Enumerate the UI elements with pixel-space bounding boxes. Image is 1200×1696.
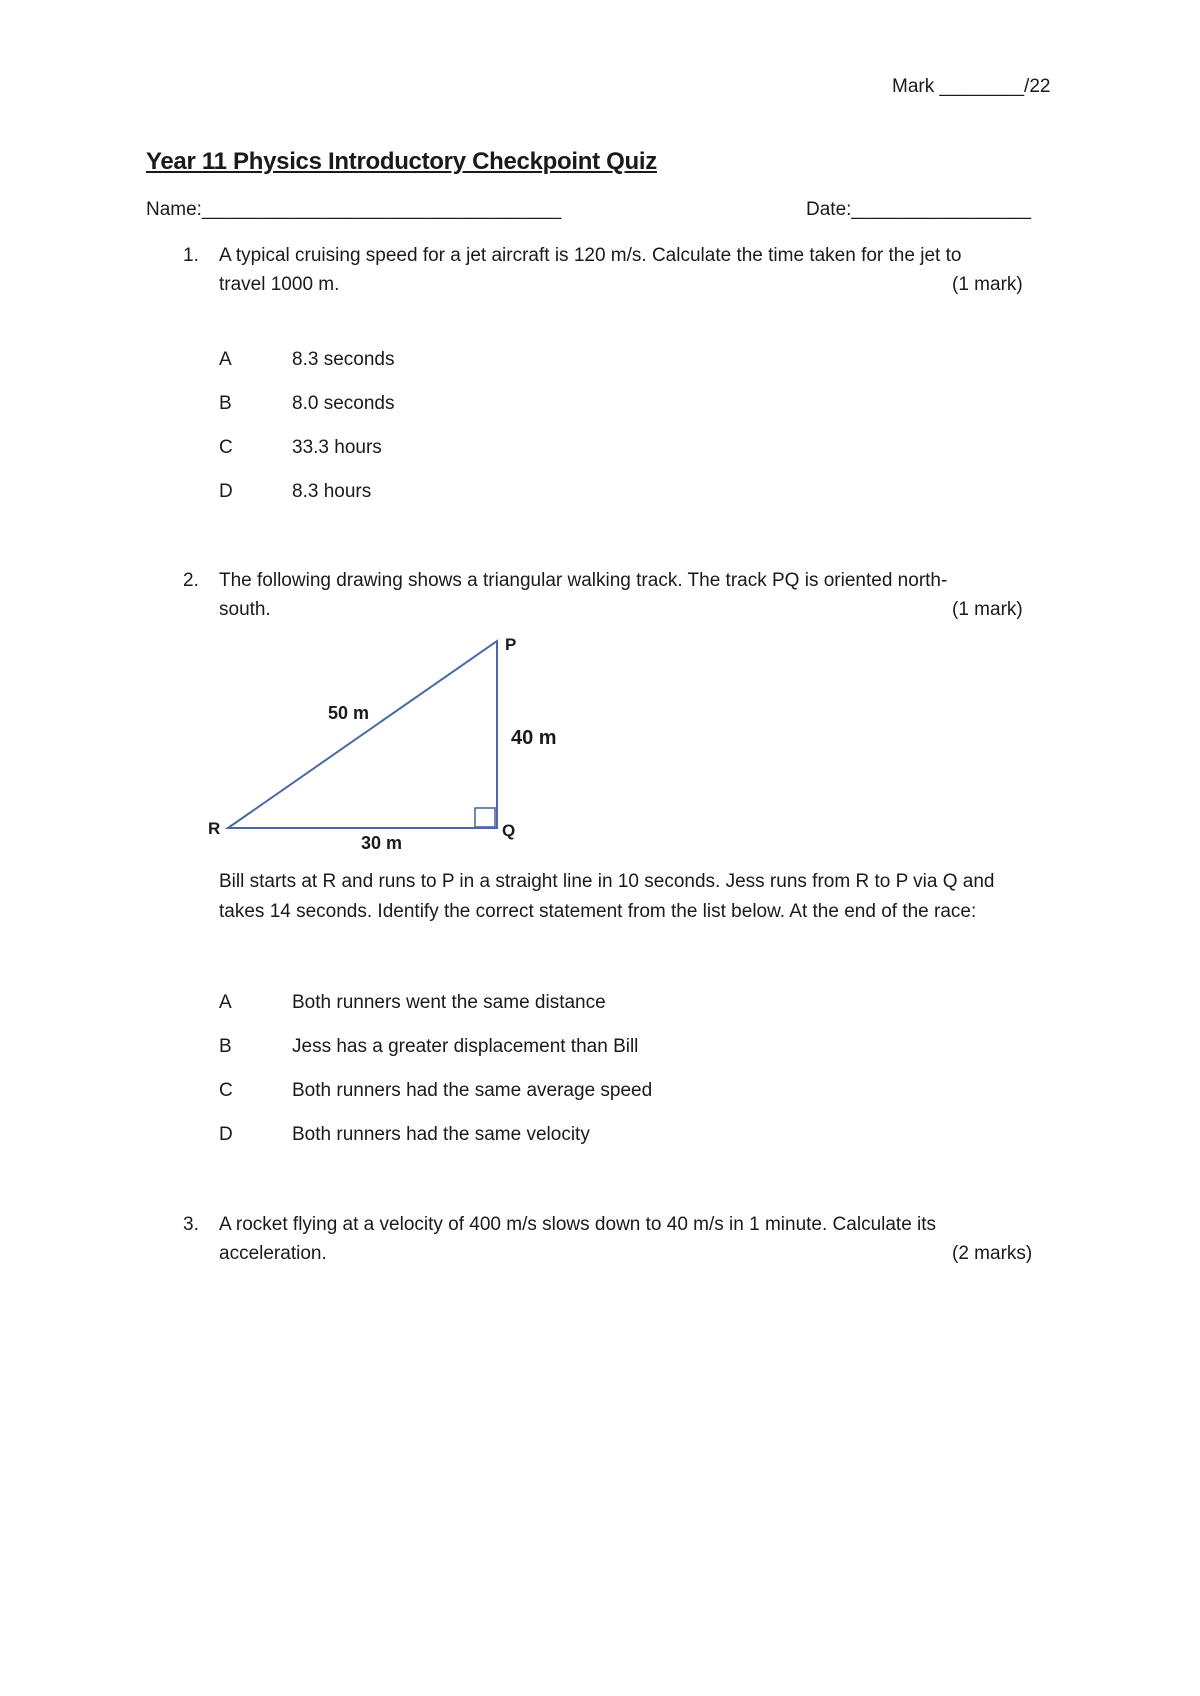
date-field[interactable]: Date:_________________ <box>806 199 1032 220</box>
mark-total: Mark ________/22 <box>892 76 1051 97</box>
question-text: The following drawing shows a triangular walking track. The track PQ is oriented north- <box>219 570 948 591</box>
name-field[interactable]: Name:__________________________________ <box>146 199 562 220</box>
marks-label: (1 mark) <box>952 599 1023 620</box>
option-letter: B <box>219 393 232 414</box>
triangle-diagram <box>200 630 580 860</box>
option-text: 8.0 seconds <box>292 393 395 414</box>
question-body: Bill starts at R and runs to P in a straight line in 10 seconds. Jess runs from R to P via Q and <box>219 871 995 892</box>
vertex-label-p: P <box>505 635 517 654</box>
option-text: 33.3 hours <box>292 437 382 458</box>
option-text: Both runners went the same distance <box>292 992 606 1013</box>
side-label-rq: 30 m <box>361 833 403 853</box>
option-text: Jess has a greater displacement than Bill <box>292 1036 639 1057</box>
question-body: takes 14 seconds. Identify the correct statement from the list below. At the end of the race: <box>219 901 977 922</box>
right-angle-marker <box>475 808 495 827</box>
question-text: A typical cruising speed for a jet aircraft is 120 m/s. Calculate the time taken for the jet to <box>219 245 962 266</box>
option-letter: D <box>219 1124 233 1145</box>
question-text: acceleration. <box>219 1243 327 1264</box>
option-letter: A <box>219 349 232 370</box>
option-letter: C <box>219 1080 233 1101</box>
option-text: Both runners had the same velocity <box>292 1124 590 1145</box>
option-text: 8.3 seconds <box>292 349 395 370</box>
option-text: 8.3 hours <box>292 481 372 502</box>
option-letter: B <box>219 1036 232 1057</box>
question-number: 2. <box>183 570 199 591</box>
page-title: Year 11 Physics Introductory Checkpoint Quiz <box>146 148 657 175</box>
marks-label: (2 marks) <box>952 1243 1033 1264</box>
question-number: 3. <box>183 1214 199 1235</box>
marks-label: (1 mark) <box>952 274 1023 295</box>
question-text: south. <box>219 599 271 620</box>
side-label-pq: 40 m <box>511 727 557 749</box>
question-number: 1. <box>183 245 199 266</box>
question-text: A rocket flying at a velocity of 400 m/s slows down to 40 m/s in 1 minute. Calculate its <box>219 1214 937 1235</box>
question-text: travel 1000 m. <box>219 274 340 295</box>
option-letter: C <box>219 437 233 458</box>
option-text: Both runners had the same average speed <box>292 1080 653 1101</box>
vertex-label-r: R <box>208 819 221 838</box>
side-label-rp: 50 m <box>328 703 370 723</box>
option-letter: A <box>219 992 232 1013</box>
option-letter: D <box>219 481 233 502</box>
vertex-label-q: Q <box>502 821 516 840</box>
triangle-track <box>228 641 497 828</box>
